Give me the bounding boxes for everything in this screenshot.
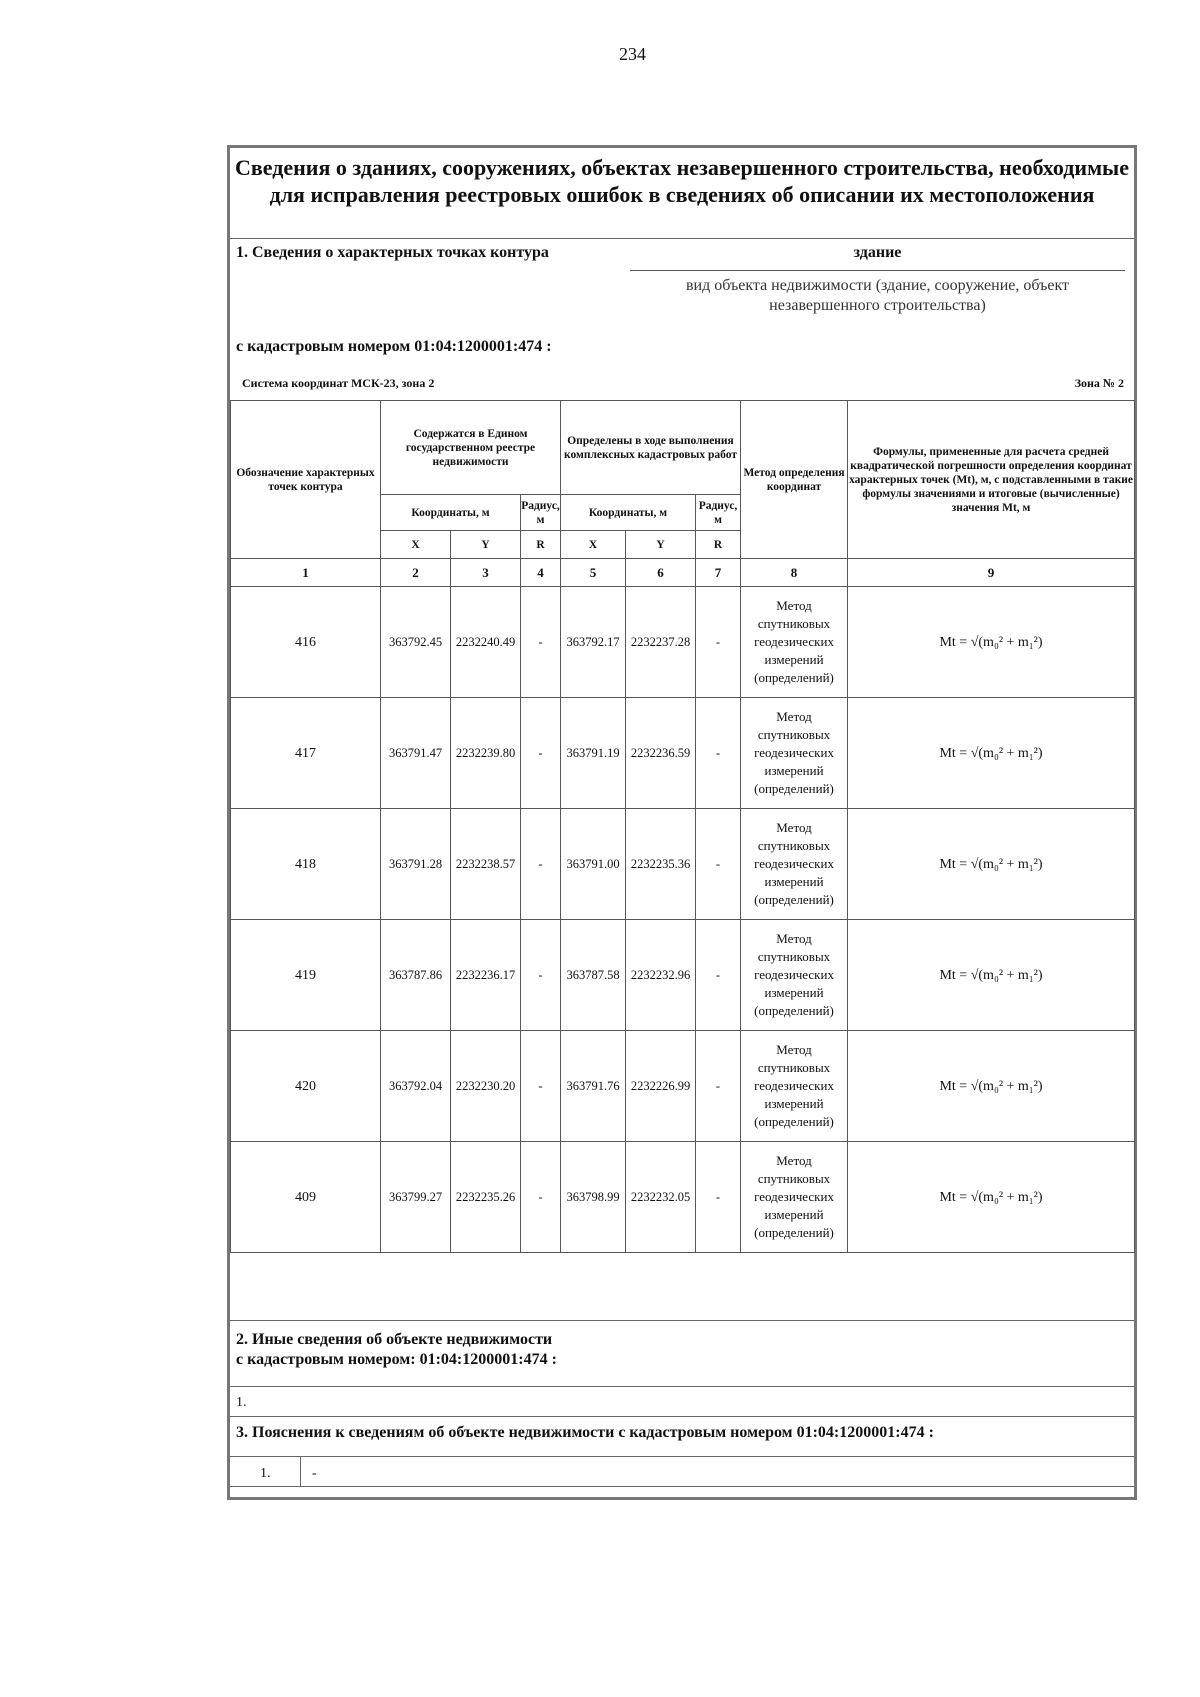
cell-r2: - xyxy=(696,698,741,809)
cell-point: 418 xyxy=(231,809,381,920)
cell-r2: - xyxy=(696,1142,741,1253)
cell-formula: Mt = √(m₀² + m₁²) xyxy=(848,1142,1135,1253)
section3-heading: 3. Пояснения к сведениям об объекте недвижимости с кадастровым номером 01:04:1200001:474 : xyxy=(236,1424,934,1441)
cell-r1: - xyxy=(521,809,561,920)
cell-r2: - xyxy=(696,809,741,920)
document-title: Сведения о зданиях, сооружениях, объектах незавершенного строительства, необходимые для исправления реестровых ошибок в сведениях об описании их местоположения xyxy=(234,155,1130,207)
header-radius-2: Радиус, м xyxy=(696,495,741,531)
cell-method: Метод спутниковых геодезических измерений (определений) xyxy=(741,1142,848,1253)
cell-point: 409 xyxy=(231,1142,381,1253)
cell-r1: - xyxy=(521,698,561,809)
divider xyxy=(230,238,1134,239)
cell-x1: 363792.45 xyxy=(381,587,451,698)
cadastral-number: с кадастровым номером 01:04:1200001:474 : xyxy=(236,338,552,355)
header-r-1: R xyxy=(521,531,561,559)
cell-y1: 2232240.49 xyxy=(451,587,521,698)
cell-y1: 2232236.17 xyxy=(451,920,521,1031)
table-row xyxy=(231,920,1135,1031)
cell-method: Метод спутниковых геодезических измерений (определений) xyxy=(741,920,848,1031)
column-number: 9 xyxy=(848,559,1135,587)
divider xyxy=(230,1416,1134,1417)
document-frame xyxy=(227,145,1137,1500)
cell-formula: Mt = √(m₀² + m₁²) xyxy=(848,1031,1135,1142)
cell-method: Метод спутниковых геодезических измерений (определений) xyxy=(741,587,848,698)
section1-heading: 1. Сведения о характерных точках контура xyxy=(236,244,549,261)
column-number: 1 xyxy=(231,559,381,587)
table-row xyxy=(231,1031,1135,1142)
cell-x1: 363787.86 xyxy=(381,920,451,1031)
section2-heading xyxy=(236,1330,557,1370)
cell-x1: 363792.04 xyxy=(381,1031,451,1142)
header-egrn: Содержатся в Едином государственном реестре недвижимости xyxy=(381,401,561,495)
header-complex: Определены в ходе выполнения комплексных кадастровых работ xyxy=(561,401,741,495)
cell-r1: - xyxy=(521,1142,561,1253)
cell-y2: 2232237.28 xyxy=(626,587,696,698)
divider xyxy=(230,1320,1134,1321)
column-number: 6 xyxy=(626,559,696,587)
section2-heading-line2: с кадастровым номером: 01:04:1200001:474 : xyxy=(236,1351,557,1368)
table-row xyxy=(231,698,1135,809)
table-row xyxy=(231,587,1135,698)
cell-point: 419 xyxy=(231,920,381,1031)
divider xyxy=(230,1386,1134,1387)
cell-r1: - xyxy=(521,587,561,698)
cell-x2: 363791.19 xyxy=(561,698,626,809)
column-number: 5 xyxy=(561,559,626,587)
points-table xyxy=(230,400,1135,1253)
cell-x2: 363791.76 xyxy=(561,1031,626,1142)
cell-r1: - xyxy=(521,920,561,1031)
cell-y1: 2232238.57 xyxy=(451,809,521,920)
cell-formula: Mt = √(m₀² + m₁²) xyxy=(848,920,1135,1031)
divider xyxy=(300,1456,301,1486)
cell-point: 420 xyxy=(231,1031,381,1142)
cell-method: Метод спутниковых геодезических измерений (определений) xyxy=(741,809,848,920)
section2-heading-line1: 2. Иные сведения об объекте недвижимости xyxy=(236,1331,553,1348)
cell-r2: - xyxy=(696,920,741,1031)
cell-y1: 2232230.20 xyxy=(451,1031,521,1142)
column-numbers-row xyxy=(231,559,1135,587)
cell-y2: 2232232.96 xyxy=(626,920,696,1031)
cell-y2: 2232226.99 xyxy=(626,1031,696,1142)
column-number: 3 xyxy=(451,559,521,587)
cell-y1: 2232235.26 xyxy=(451,1142,521,1253)
cell-method: Метод спутниковых геодезических измерений (определений) xyxy=(741,1031,848,1142)
section3-item-value: - xyxy=(312,1466,317,1481)
cell-point: 416 xyxy=(231,587,381,698)
cell-formula: Mt = √(m₀² + m₁²) xyxy=(848,809,1135,920)
header-point: Обозначение характерных точек контура xyxy=(231,401,381,559)
cell-y2: 2232236.59 xyxy=(626,698,696,809)
table-row xyxy=(231,809,1135,920)
cell-x2: 363787.58 xyxy=(561,920,626,1031)
cell-r1: - xyxy=(521,1031,561,1142)
cell-x2: 363798.99 xyxy=(561,1142,626,1253)
cell-x2: 363792.17 xyxy=(561,587,626,698)
cell-x1: 363791.47 xyxy=(381,698,451,809)
header-formula: Формулы, примененные для расчета средней квадратической погрешности определения координат характерных точек (Mt), м, с подставленными в такие формулы значениями и итоговые (вычисленные) значения Mt, м xyxy=(848,401,1135,559)
cell-y2: 2232232.05 xyxy=(626,1142,696,1253)
object-type-hint: вид объекта недвижимости (здание, сооружение, объект незавершенного строительства) xyxy=(685,277,1070,314)
header-coords-1: Координаты, м xyxy=(381,495,521,531)
coordinate-system: Система координат МСК-23, зона 2 xyxy=(242,376,435,390)
cell-x2: 363791.00 xyxy=(561,809,626,920)
header-method: Метод определения координат xyxy=(741,401,848,559)
cell-r2: - xyxy=(696,587,741,698)
divider xyxy=(230,1456,1134,1457)
cell-y2: 2232235.36 xyxy=(626,809,696,920)
cell-method: Метод спутниковых геодезических измерений (определений) xyxy=(741,698,848,809)
column-number: 4 xyxy=(521,559,561,587)
page-number: 234 xyxy=(619,44,646,64)
header-y-1: Y xyxy=(451,531,521,559)
cell-y1: 2232239.80 xyxy=(451,698,521,809)
header-x-1: X xyxy=(381,531,451,559)
section3-item-number: 1. xyxy=(260,1466,271,1481)
table-row xyxy=(231,1142,1135,1253)
cell-point: 417 xyxy=(231,698,381,809)
object-type-underline xyxy=(630,270,1125,271)
divider xyxy=(230,1486,1134,1487)
cell-x1: 363799.27 xyxy=(381,1142,451,1253)
cell-r2: - xyxy=(696,1031,741,1142)
column-number: 7 xyxy=(696,559,741,587)
header-x-2: X xyxy=(561,531,626,559)
header-y-2: Y xyxy=(626,531,696,559)
column-number: 8 xyxy=(741,559,848,587)
header-coords-2: Координаты, м xyxy=(561,495,696,531)
header-r-2: R xyxy=(696,531,741,559)
column-number: 2 xyxy=(381,559,451,587)
header-radius-1: Радиус, м xyxy=(521,495,561,531)
cell-formula: Mt = √(m₀² + m₁²) xyxy=(848,698,1135,809)
cell-x1: 363791.28 xyxy=(381,809,451,920)
object-type: здание xyxy=(853,244,902,261)
cell-formula: Mt = √(m₀² + m₁²) xyxy=(848,587,1135,698)
section2-item: 1. xyxy=(236,1395,247,1410)
zone-label: Зона № 2 xyxy=(1074,376,1124,390)
